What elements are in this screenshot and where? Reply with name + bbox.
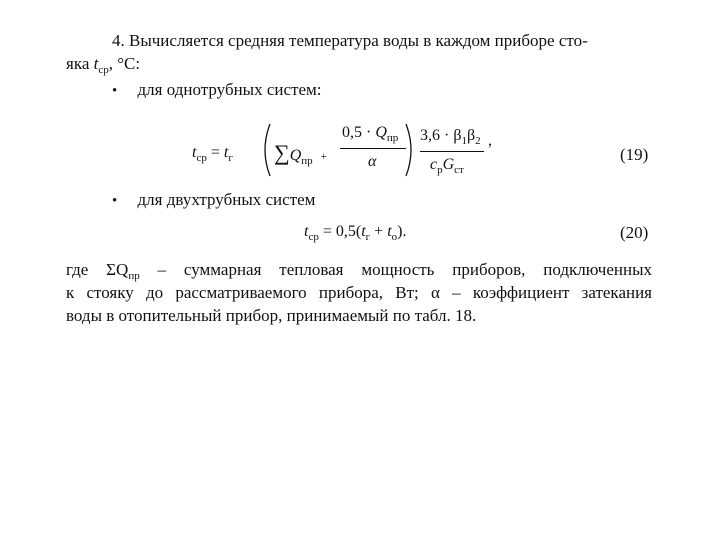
sum-symbol: ∑ <box>274 140 290 165</box>
fraction-2-bar <box>420 151 484 152</box>
formula-19-sum: $\sum Q_{пр}$ + <box>274 140 327 167</box>
fraction-1-numerator: $0,5 \cdot Q_{пр}$ <box>342 124 399 144</box>
formula-19-comma: , <box>488 132 492 149</box>
explanation-line-2: к стояку до рассматриваемого прибора, Вт; α – коэффициент затекания <box>66 283 652 302</box>
equation-number-20: (20) <box>620 223 649 242</box>
right-parenthesis-icon <box>404 122 418 178</box>
fraction-2-numerator: $3,6 \cdot \beta_1\beta_2$ <box>420 127 481 147</box>
explanation-line-1: где $\Sigma Q_{пр}$ – суммарная тепловая мощность приборов, подключенных <box>66 260 652 282</box>
equation-number-19: (19) <box>620 145 649 164</box>
formula-19-lhs: $t_{ср} = t_г$ <box>192 144 233 164</box>
bullet-icon: • <box>112 83 118 99</box>
fraction-1-bar <box>340 148 406 149</box>
bullet-icon: • <box>112 193 118 209</box>
formula-20: $t_{ср} = 0,5(t_г + t_о)$. <box>304 223 407 243</box>
step-4-line-1: 4. Вычисляется средняя температура воды в каждом приборе сто- <box>112 31 588 50</box>
bullet-one-pipe: • для однотрубных систем: <box>112 80 322 99</box>
fraction-2-denominator: $c_рG_{ст}$ <box>430 156 464 176</box>
step-4-line-2: яка $t_{ср}$, °С: <box>66 54 141 76</box>
bullet-two-pipe: • для двухтрубных систем <box>112 190 316 209</box>
explanation-line-3: воды в отопительный прибор, принимаемый по табл. 18. <box>66 306 477 325</box>
fraction-1-denominator: α <box>368 153 377 170</box>
left-parenthesis-icon <box>258 122 272 178</box>
